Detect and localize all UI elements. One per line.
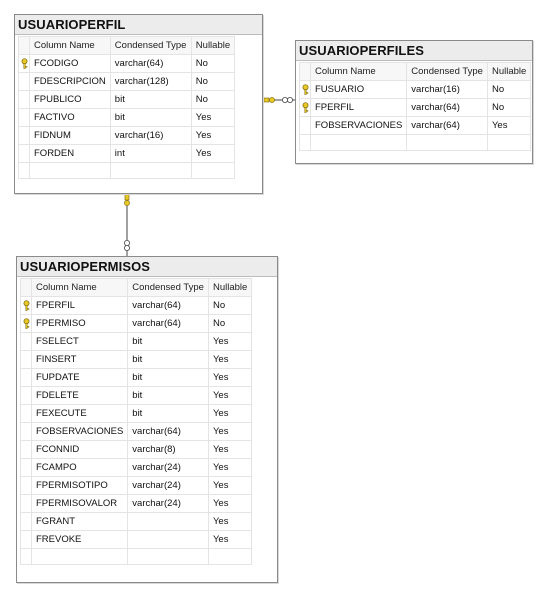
nullable-cell: Yes: [208, 387, 251, 405]
nullable-cell: Yes: [208, 423, 251, 441]
column-name-cell: FOBSERVACIONES: [311, 117, 407, 135]
nullable-cell: Yes: [191, 127, 234, 145]
table-usuarioperfil[interactable]: [14, 14, 263, 194]
column-name-cell: FCAMPO: [32, 459, 128, 477]
one-end-key-icon: [124, 194, 129, 206]
condensed-type-cell: varchar(16): [407, 81, 488, 99]
table-title: USUARIOPERMISOS: [17, 257, 277, 277]
header-nullable: Nullable: [208, 279, 251, 297]
one-end-key-icon: [264, 97, 275, 102]
table-row[interactable]: [21, 297, 252, 315]
table-row[interactable]: [21, 351, 252, 369]
condensed-type-cell: bit: [128, 351, 209, 369]
table-row[interactable]: [300, 117, 531, 135]
primary-key-icon: [20, 58, 29, 69]
column-name-cell: FEXECUTE: [32, 405, 128, 423]
nullable-cell: Yes: [208, 405, 251, 423]
nullable-cell: Yes: [208, 351, 251, 369]
nullable-cell: No: [487, 99, 530, 117]
condensed-type-cell: bit: [128, 369, 209, 387]
table-usuariopermisos[interactable]: [16, 256, 278, 583]
condensed-type-cell: bit: [110, 91, 191, 109]
column-name-cell: FDESCRIPCION: [30, 73, 111, 91]
condensed-type-cell: varchar(64): [407, 99, 488, 117]
column-name-cell: FCONNID: [32, 441, 128, 459]
table-row[interactable]: [21, 477, 252, 495]
condensed-type-cell: bit: [128, 333, 209, 351]
table-title: USUARIOPERFIL: [15, 15, 262, 35]
table-usuarioperfiles[interactable]: [295, 40, 533, 164]
condensed-type-cell: [128, 531, 209, 549]
column-name-cell: FOBSERVACIONES: [32, 423, 128, 441]
condensed-type-cell: varchar(64): [128, 423, 209, 441]
nullable-cell: Yes: [208, 333, 251, 351]
empty-row: [21, 549, 252, 565]
header-column-name: Column Name: [32, 279, 128, 297]
primary-key-icon: [22, 318, 31, 329]
column-name-cell: FPERMISO: [32, 315, 128, 333]
nullable-cell: Yes: [487, 117, 530, 135]
condensed-type-cell: [128, 513, 209, 531]
column-name-cell: FPERFIL: [32, 297, 128, 315]
empty-row: [19, 163, 235, 179]
table-title: USUARIOPERFILES: [296, 41, 532, 61]
nullable-cell: No: [191, 91, 234, 109]
many-end-infinity-icon: [282, 97, 292, 102]
column-name-cell: FPUBLICO: [30, 91, 111, 109]
header-nullable: Nullable: [487, 63, 530, 81]
header-condensed-type: Condensed Type: [407, 63, 488, 81]
table-row[interactable]: [300, 81, 531, 99]
condensed-type-cell: varchar(24): [128, 495, 209, 513]
header-column-name: Column Name: [311, 63, 407, 81]
header-nullable: Nullable: [191, 37, 234, 55]
condensed-type-cell: varchar(8): [128, 441, 209, 459]
primary-key-icon: [301, 102, 310, 113]
column-name-cell: FREVOKE: [32, 531, 128, 549]
column-name-cell: FINSERT: [32, 351, 128, 369]
column-name-cell: FPERFIL: [311, 99, 407, 117]
condensed-type-cell: varchar(64): [110, 55, 191, 73]
table-row[interactable]: [19, 73, 235, 91]
table-row[interactable]: [21, 387, 252, 405]
column-name-cell: FORDEN: [30, 145, 111, 163]
condensed-type-cell: varchar(64): [128, 315, 209, 333]
column-grid: [299, 62, 531, 151]
condensed-type-cell: bit: [128, 387, 209, 405]
nullable-cell: Yes: [208, 477, 251, 495]
primary-key-icon: [301, 84, 310, 95]
column-name-cell: FUSUARIO: [311, 81, 407, 99]
column-name-cell: FDELETE: [32, 387, 128, 405]
many-end-infinity-icon: [124, 240, 129, 250]
nullable-cell: No: [487, 81, 530, 99]
table-row[interactable]: [21, 513, 252, 531]
table-row[interactable]: [21, 531, 252, 549]
column-name-cell: FSELECT: [32, 333, 128, 351]
condensed-type-cell: varchar(24): [128, 477, 209, 495]
header-condensed-type: Condensed Type: [110, 37, 191, 55]
nullable-cell: Yes: [208, 369, 251, 387]
condensed-type-cell: varchar(24): [128, 459, 209, 477]
header-column-name: Column Name: [30, 37, 111, 55]
table-row[interactable]: [19, 91, 235, 109]
table-row[interactable]: [21, 333, 252, 351]
nullable-cell: No: [191, 55, 234, 73]
nullable-cell: No: [208, 315, 251, 333]
header-condensed-type: Condensed Type: [128, 279, 209, 297]
condensed-type-cell: int: [110, 145, 191, 163]
nullable-cell: Yes: [208, 459, 251, 477]
table-row[interactable]: [300, 99, 531, 117]
column-grid: [20, 278, 252, 565]
column-name-cell: FIDNUM: [30, 127, 111, 145]
condensed-type-cell: bit: [110, 109, 191, 127]
nullable-cell: Yes: [208, 531, 251, 549]
condensed-type-cell: varchar(64): [407, 117, 488, 135]
nullable-cell: Yes: [191, 145, 234, 163]
nullable-cell: Yes: [191, 109, 234, 127]
column-name-cell: FPERMISOTIPO: [32, 477, 128, 495]
table-row[interactable]: [21, 495, 252, 513]
condensed-type-cell: varchar(128): [110, 73, 191, 91]
nullable-cell: No: [208, 297, 251, 315]
nullable-cell: Yes: [208, 495, 251, 513]
nullable-cell: Yes: [208, 513, 251, 531]
table-row[interactable]: [19, 127, 235, 145]
table-row[interactable]: [19, 109, 235, 127]
primary-key-icon: [22, 300, 31, 311]
nullable-cell: No: [191, 73, 234, 91]
column-name-cell: FUPDATE: [32, 369, 128, 387]
column-grid: [18, 36, 235, 179]
table-row[interactable]: [21, 441, 252, 459]
table-row[interactable]: [21, 315, 252, 333]
condensed-type-cell: bit: [128, 405, 209, 423]
table-row[interactable]: [21, 369, 252, 387]
condensed-type-cell: varchar(64): [128, 297, 209, 315]
nullable-cell: Yes: [208, 441, 251, 459]
table-row[interactable]: [19, 145, 235, 163]
condensed-type-cell: varchar(16): [110, 127, 191, 145]
table-row[interactable]: [21, 405, 252, 423]
column-name-cell: FCODIGO: [30, 55, 111, 73]
column-name-cell: FACTIVO: [30, 109, 111, 127]
table-row[interactable]: [21, 423, 252, 441]
column-name-cell: FGRANT: [32, 513, 128, 531]
table-row[interactable]: [21, 459, 252, 477]
table-row[interactable]: [19, 55, 235, 73]
empty-row: [300, 135, 531, 151]
column-name-cell: FPERMISOVALOR: [32, 495, 128, 513]
